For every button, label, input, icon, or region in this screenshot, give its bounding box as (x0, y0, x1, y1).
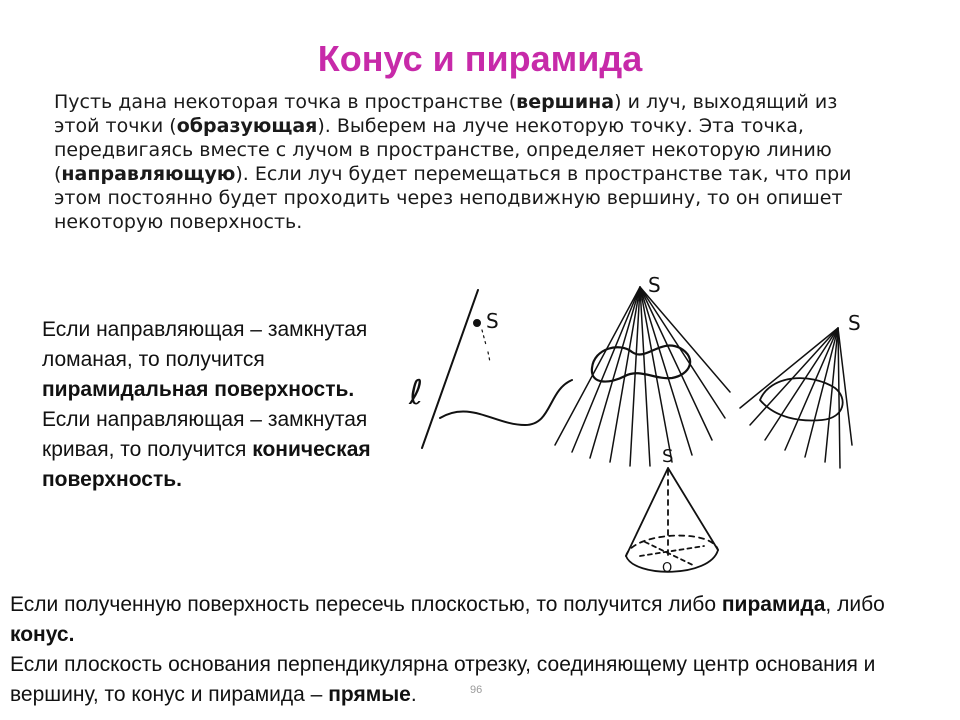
term-generatrix: образующая (176, 115, 318, 137)
intro-text-1: Пусть дана некоторая точка в пространстве ( (54, 91, 517, 113)
pyramid-ray-1 (740, 328, 838, 408)
dotted-trace (482, 330, 490, 362)
cone-ray-9 (640, 287, 712, 440)
conical-surface-figure (555, 273, 730, 466)
intro-text-4: ). Если луч будет перемещаться в пространстве так, что при этом постоянно будет проходить через неподвижную вершину, то он опишет некоторую поверхность. (54, 163, 852, 233)
term-cone: конус. (10, 623, 75, 646)
pyramidal-text: Если направляющая – замкнутая ломаная, то получится (42, 318, 368, 371)
conclusion-text-2: , либо (825, 593, 885, 616)
point-s-on-ray (474, 320, 480, 326)
conclusion-paragraph-1 (10, 590, 950, 650)
directrix-curve (440, 380, 572, 425)
cone-side-right (668, 468, 718, 550)
cone-ray-10 (640, 287, 725, 418)
intro-text-2: ) и луч, выходящий из этой точки ( (54, 91, 838, 137)
intro-text-3: ). Выберем на луче некоторую точку. Эта точка, передвигаясь вместе с лучом в пространстве, определяет некоторую линию ( (54, 115, 832, 185)
pyramid-ray-2 (750, 328, 838, 425)
cone-ray-1 (555, 287, 640, 445)
conclusion-text-3: Если плоскость основания перпендикулярна отрезку, соединяющему центр основания и вершину, то конус и пирамида – (10, 653, 876, 706)
pyramid-ray-7 (838, 328, 840, 468)
conclusion-paragraph-2 (10, 650, 950, 710)
label-s-small: S (662, 446, 674, 467)
pyramid-ray-6 (825, 328, 838, 462)
pyramidal-surface-figure (740, 311, 861, 468)
page-title: Конус и пирамида (317, 38, 643, 79)
page-number: 96 (470, 684, 483, 696)
term-conical-surface: коническая поверхность. (42, 438, 371, 491)
term-directrix: направляющую (61, 163, 236, 185)
cone-radius-2 (640, 546, 704, 556)
term-vertex: вершина (516, 91, 615, 113)
term-right: прямые (328, 683, 411, 706)
right-cone-figure (626, 446, 718, 576)
ray-figure (408, 290, 572, 448)
label-o-center: O (662, 561, 673, 576)
cone-ray-2 (572, 287, 640, 452)
term-pyramidal-surface: пирамидальная поверхность. (42, 378, 355, 401)
conclusion-text-1: Если полученную поверхность пересечь плоскостью, то получится либо (10, 593, 722, 616)
conical-text: Если направляющая – замкнутая кривая, то получится (42, 408, 368, 461)
generatrix-ray (422, 290, 478, 448)
label-line-l: ℓ (409, 373, 424, 413)
label-s-cone: S (648, 273, 661, 297)
label-s-right: S (848, 311, 861, 335)
term-pyramid: пирамида (721, 593, 826, 616)
label-s-ray: S (486, 309, 499, 333)
conclusion-text-4: . (410, 683, 417, 706)
